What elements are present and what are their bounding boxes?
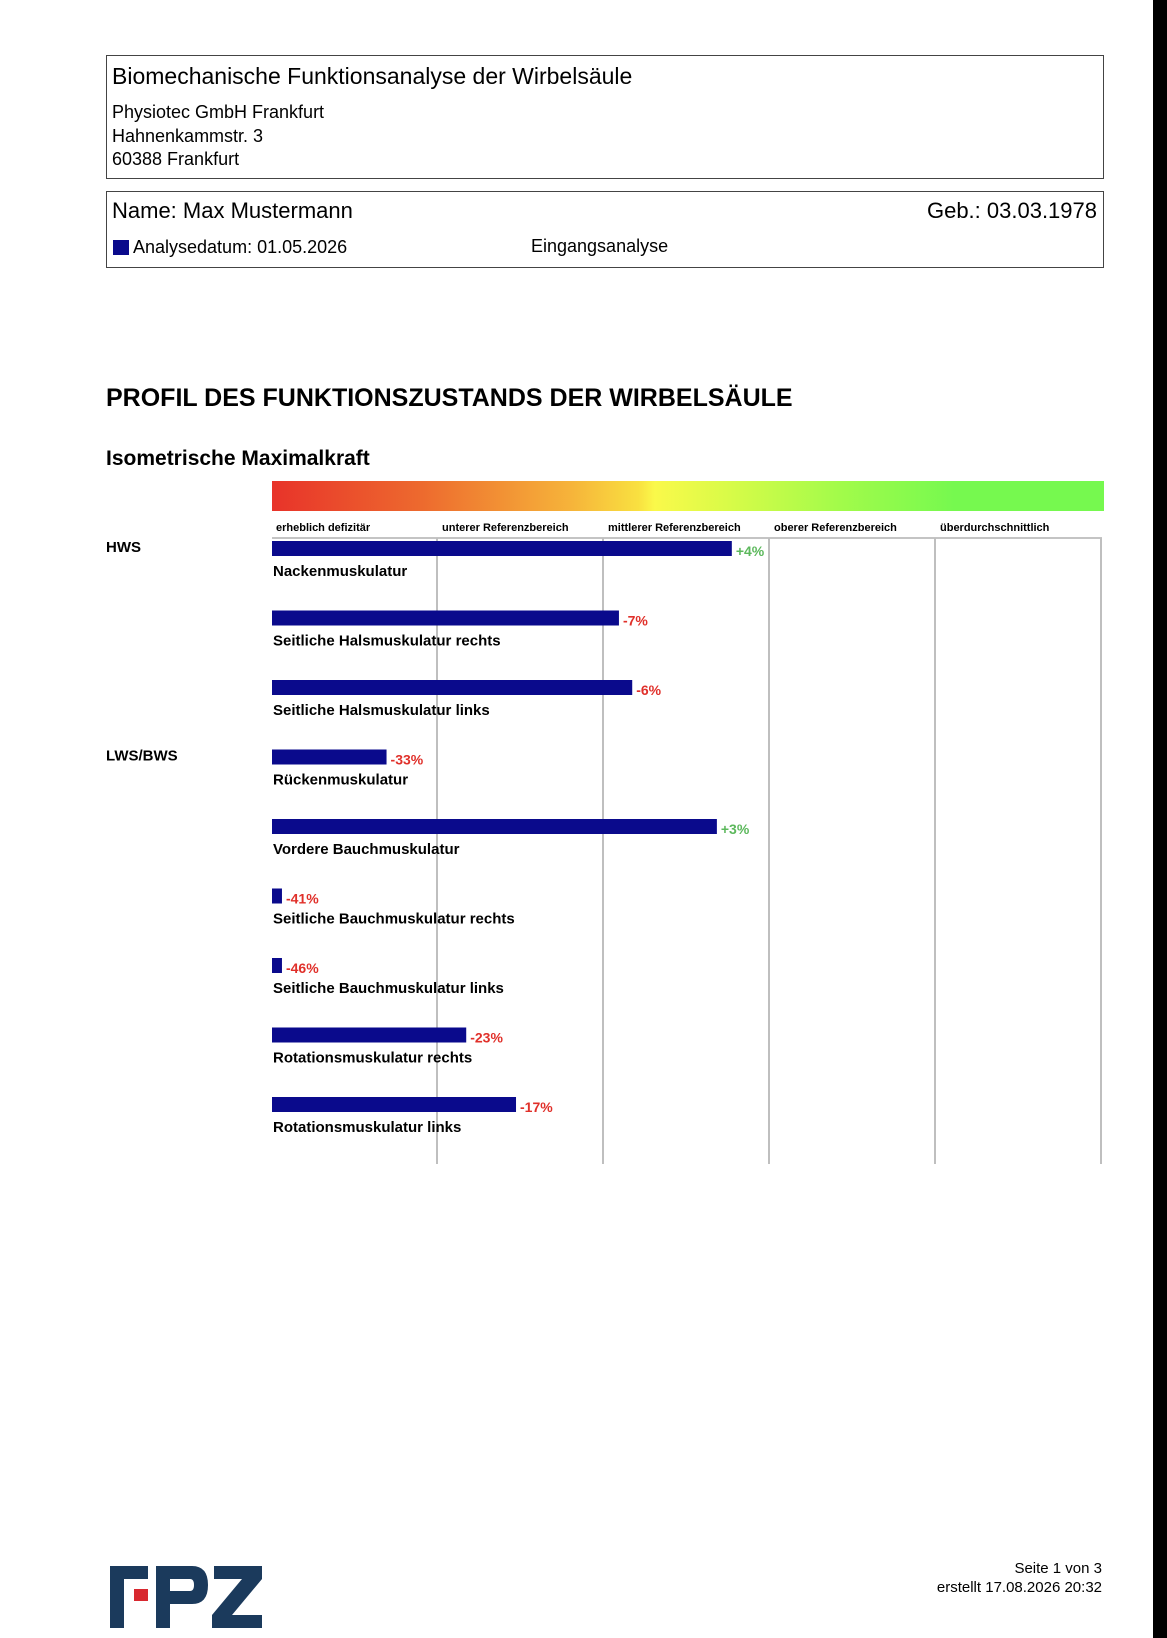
bar-row-label: Seitliche Bauchmuskulatur links — [273, 980, 504, 997]
bar-row-label: Rückenmuskulatur — [273, 771, 409, 789]
bar-value-label: +4% — [735, 543, 765, 559]
bar — [272, 611, 619, 626]
bar-value-label: -33% — [390, 751, 424, 768]
bar — [272, 680, 632, 695]
page-number: Seite 1 von 3 — [1014, 1560, 1102, 1577]
bar-row-label: Seitliche Halsmuskulatur rechts — [273, 632, 501, 650]
bar — [272, 1097, 516, 1112]
bar — [272, 958, 282, 973]
group-label: LWS/BWS — [106, 747, 178, 765]
created-timestamp: erstellt 17.08.2026 20:32 — [936, 1579, 1102, 1596]
patient-dob: Geb.: 03.03.1978 — [926, 198, 1097, 223]
category-label: erheblich defizitär — [276, 522, 371, 534]
bar — [272, 750, 387, 765]
company-city: 60388 Frankfurt — [112, 149, 240, 169]
bar-value-label: +3% — [720, 821, 750, 837]
bar — [272, 819, 717, 834]
section-title: Isometrische Maximalkraft — [106, 447, 370, 470]
bar-row-label: Seitliche Halsmuskulatur links — [273, 702, 490, 719]
bar-value-label: -41% — [285, 890, 319, 907]
report-title: Biomechanische Funktionsanalyse der Wirbelsäule — [112, 63, 633, 89]
analysis-date: Analysedatum: 01.05.2026 — [133, 237, 348, 257]
bar — [272, 541, 732, 556]
bar-row-label: Rotationsmuskulatur rechts — [273, 1049, 473, 1067]
bar-value-label: -23% — [470, 1029, 503, 1046]
bar-row-label: Nackenmuskulatur — [273, 563, 408, 580]
patient-name: Name: Max Mustermann — [112, 198, 353, 223]
bar-value-label: -7% — [622, 612, 648, 629]
category-label: mittlerer Referenzbereich — [608, 522, 741, 534]
category-label: oberer Referenzbereich — [774, 522, 897, 534]
company-name: Physiotec GmbH Frankfurt — [112, 102, 325, 122]
bar-row-label: Rotationsmuskulatur links — [273, 1119, 462, 1136]
bar-row-label: Seitliche Bauchmuskulatur rechts — [273, 910, 515, 928]
company-street: Hahnenkammstr. 3 — [112, 126, 264, 146]
analysis-type: Eingangsanalyse — [531, 236, 669, 256]
bar — [272, 889, 282, 904]
bar-value-label: -6% — [636, 682, 662, 698]
bar-value-label: -17% — [520, 1099, 553, 1115]
fpz-logo — [110, 1563, 262, 1629]
bar-row-label: Vordere Bauchmuskulatur — [273, 841, 460, 858]
bar — [272, 1028, 466, 1043]
group-label: HWS — [106, 539, 141, 556]
page-title: PROFIL DES FUNKTIONSZUSTANDS DER WIRBELSÄULE — [106, 384, 793, 412]
bar-value-label: -46% — [285, 960, 319, 976]
category-label: überdurchschnittlich — [940, 522, 1050, 534]
category-label: unterer Referenzbereich — [442, 522, 569, 534]
